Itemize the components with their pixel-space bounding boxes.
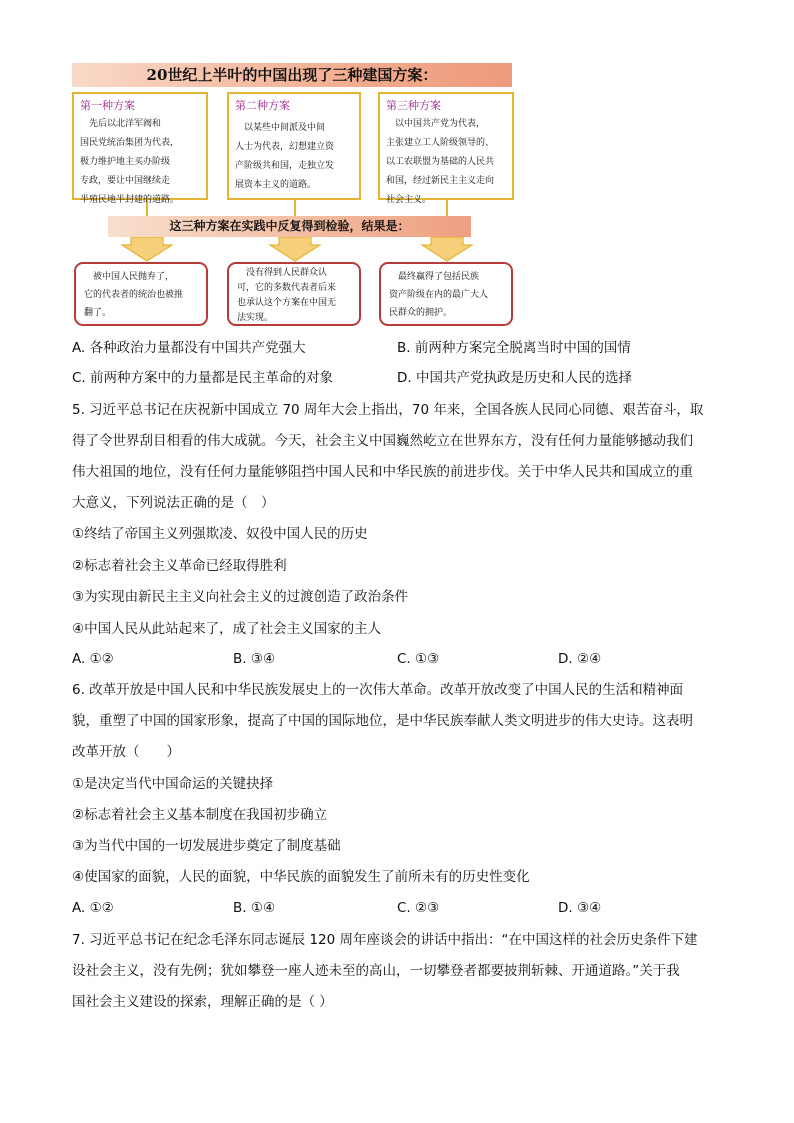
- q7-stem-line: 国社会主义建设的探索，理解正确的是（ ）: [72, 994, 333, 1010]
- q4-option-c[interactable]: C. 前两种方案中的力量都是民主革命的对象: [72, 370, 334, 386]
- result-line: 它的代表者的统治也被推: [84, 290, 184, 300]
- result-line: 民群众的拥护。: [389, 308, 453, 318]
- plan-text: [80, 115, 200, 210]
- down-arrow-icon: [422, 237, 472, 261]
- q6-item: ④使国家的面貌，人民的面貌，中华民族的面貌发生了前所未有的历史性变化: [72, 869, 530, 885]
- result-line: 可，它的多数代表者后来: [237, 283, 337, 293]
- q7-stem-line: 设社会主义，没有先例；犹如攀登一座人迹未至的高山，一切攀登者都要披荆斩棘、开通道路。”关于我: [72, 963, 680, 979]
- plan-box-2: [227, 92, 361, 200]
- plan-box-3: [378, 92, 514, 205]
- plan-box-1: [72, 92, 208, 205]
- result-line: 没有得到人民群众认: [237, 268, 328, 278]
- q4-option-a[interactable]: A. 各种政治力量都没有中国共产党强大: [72, 340, 306, 356]
- q6-item: ①是决定当代中国命运的关键抉择: [72, 776, 274, 792]
- result-line: 翻了。: [84, 308, 112, 318]
- plan-line: 社会主义。: [386, 195, 432, 205]
- down-arrow-icon: [270, 237, 320, 261]
- q6-stem-line: 改革开放（ ）: [72, 744, 180, 760]
- q5-item: ①终结了帝国主义列强欺凌、奴役中国人民的历史: [72, 526, 368, 542]
- plan-title: 第三种方案: [386, 99, 441, 112]
- result-line: 法实现。: [237, 313, 274, 323]
- plan-title: 第二种方案: [235, 99, 290, 112]
- q4-option-b[interactable]: B. 前两种方案完全脱离当时中国的国情: [397, 340, 631, 356]
- plan-line: 国民党统治集团为代表，: [80, 138, 180, 148]
- q6-item: ③为当代中国的一切发展进步奠定了制度基础: [72, 838, 341, 854]
- result-box-2: [227, 262, 361, 326]
- plan-text: [235, 119, 353, 195]
- diagram-result-band: 这三种方案在实践中反复得到检验，结果是：: [108, 216, 471, 237]
- result-line: 最终赢得了包括民族: [389, 272, 480, 282]
- plan-line: 以某些中间派及中间: [235, 123, 326, 133]
- q6-stem-line: 貌，重塑了中国的国家形象，提高了中国的国际地位，是中华民族奉献人类文明进步的伟大史诗。这表明: [72, 713, 693, 729]
- plan-line: 展资本主义的道路。: [235, 180, 317, 190]
- plan-line: 和国，经过新民主主义走向: [386, 176, 495, 186]
- q5-option-b[interactable]: B. ③④: [233, 651, 276, 667]
- down-arrow-icon: [122, 237, 172, 261]
- plan-text: [386, 115, 506, 210]
- result-line: 资产阶级在内的最广大人: [389, 290, 489, 300]
- q6-option-d[interactable]: D. ③④: [558, 900, 602, 916]
- q5-item: ③为实现由新民主主义向社会主义的过渡创造了政治条件: [72, 589, 409, 605]
- plan-line: 极力维护地主买办阶级: [80, 157, 171, 167]
- q7-stem-line: 7. 习近平总书记在纪念毛泽东同志诞辰 120 周年座谈会的讲话中指出：“在中国这样的社会历史条件下建: [72, 932, 698, 948]
- plan-line: 以工农联盟为基础的人民共: [386, 157, 495, 167]
- q6-option-b[interactable]: B. ①④: [233, 900, 276, 916]
- q5-item: ②标志着社会主义革命已经取得胜利: [72, 558, 287, 574]
- diagram-banner: 20世纪上半叶的中国出现了三种建国方案：: [72, 63, 512, 87]
- result-line: 被中国人民抛弃了，: [84, 272, 175, 282]
- q6-item: ②标志着社会主义基本制度在我国初步确立: [72, 807, 328, 823]
- plan-line: 专政，要让中国继续走: [80, 176, 171, 186]
- q5-stem-line: 伟大祖国的地位，没有任何力量能够阻挡中国人民和中华民族的前进步伐。关于中华人民共和国成立的重: [72, 464, 693, 480]
- plan-title: 第一种方案: [80, 99, 135, 112]
- plan-line: 人士为代表，幻想建立资: [235, 142, 335, 152]
- q4-option-d[interactable]: D. 中国共产党执政是历史和人民的选择: [397, 370, 632, 386]
- q5-option-d[interactable]: D. ②④: [558, 651, 602, 667]
- q5-option-c[interactable]: C. ①③: [397, 651, 440, 667]
- q5-item: ④中国人民从此站起来了，成了社会主义国家的主人: [72, 621, 382, 637]
- plan-line: 以中国共产党为代表，: [386, 119, 486, 129]
- plan-line: 产阶级共和国，走独立发: [235, 161, 335, 171]
- plan-line: 半殖民地半封建的道路。: [80, 195, 180, 205]
- q6-option-c[interactable]: C. ②③: [397, 900, 440, 916]
- q5-stem-line: 大意义，下列说法正确的是（ ）: [72, 495, 275, 511]
- q6-option-a[interactable]: A. ①②: [72, 900, 114, 916]
- result-box-3: [379, 262, 513, 326]
- plan-line: 先后以北洋军阀和: [80, 119, 162, 129]
- q5-option-a[interactable]: A. ①②: [72, 651, 114, 667]
- plan-line: 主张建立工人阶级领导的、: [386, 138, 495, 148]
- result-line: 也承认这个方案在中国无: [237, 298, 337, 308]
- q5-stem-line: 5. 习近平总书记在庆祝新中国成立 70 周年大会上指出，70 年来，全国各族人民同心同德、艰苦奋斗，取: [72, 402, 704, 418]
- q6-stem-line: 6. 改革开放是中国人民和中华民族发展史上的一次伟大革命。改革开放改变了中国人民的生活和精神面: [72, 682, 684, 698]
- result-box-1: [74, 262, 208, 326]
- q5-stem-line: 得了令世界刮目相看的伟大成就。今天，社会主义中国巍然屹立在世界东方，没有任何力量能够撼动我们: [72, 433, 693, 449]
